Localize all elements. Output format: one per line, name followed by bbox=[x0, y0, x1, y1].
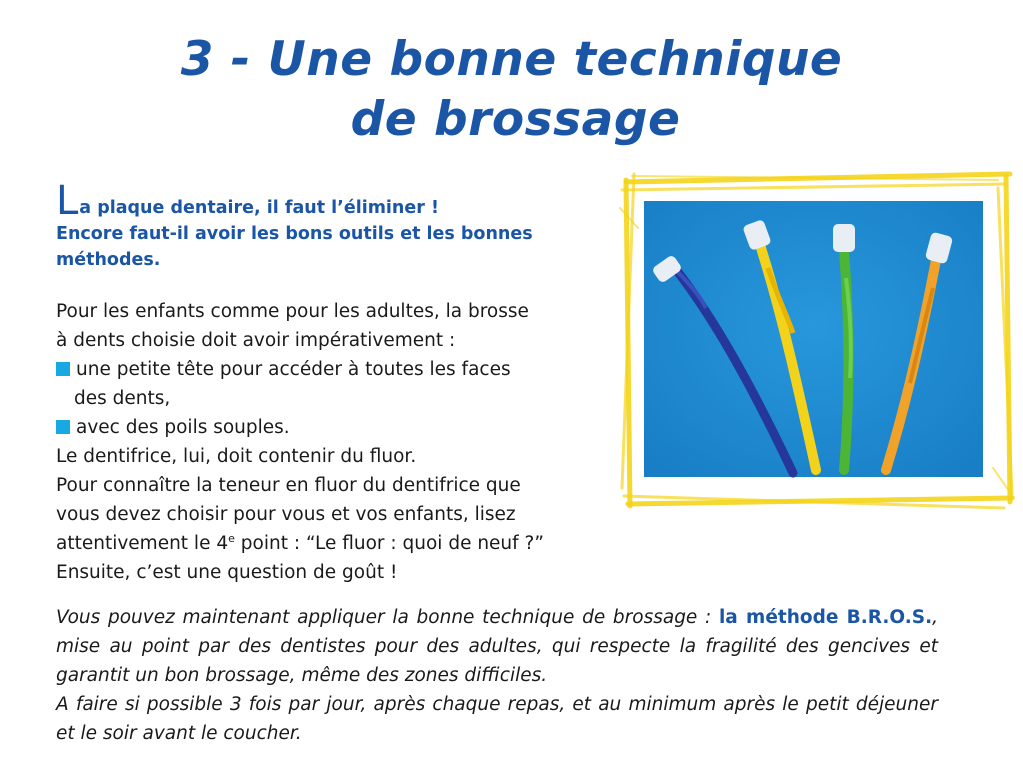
closing-paragraph bbox=[56, 603, 938, 748]
body-line-1: Pour les enfants comme pour les adultes, la brosse bbox=[56, 301, 529, 322]
body-line-6 bbox=[56, 529, 656, 558]
superscript: e bbox=[228, 531, 235, 545]
intro-line-1 bbox=[56, 178, 616, 224]
body-paragraph bbox=[56, 297, 656, 587]
square-bullet-icon bbox=[56, 420, 70, 434]
body-line-6-start: attentivement le 4 bbox=[56, 533, 229, 554]
intro-line-3: méthodes. bbox=[56, 250, 161, 270]
body-line-4: Pour connaître la teneur en fluor du dentifrice que bbox=[56, 475, 521, 496]
intro-line-1-text: a plaque dentaire, il faut l’éliminer ! bbox=[79, 198, 439, 218]
body-line-5: vous devez choisir pour vous et vos enfants, lisez bbox=[56, 504, 516, 525]
drop-cap: L bbox=[56, 178, 79, 224]
closing-text-2: , mise au point par des dentistes pour des adultes, qui respecte la fragilité des gencives et garantit un bon brossage, même des zones difficiles. bbox=[56, 607, 938, 686]
closing-text-3: A faire si possible 3 fois par jour, après chaque repas, et au minimum après le petit déjeuner et le soir avant le coucher. bbox=[56, 694, 938, 744]
bullet-1-text: une petite tête pour accéder à toutes les faces bbox=[76, 359, 511, 380]
toothbrushes-illustration bbox=[618, 168, 1015, 514]
square-bullet-icon bbox=[56, 362, 70, 376]
bullet-item-2 bbox=[56, 413, 656, 442]
bullet-2-text: avec des poils souples. bbox=[76, 417, 290, 438]
body-line-3: Le dentifrice, lui, doit contenir du fluor. bbox=[56, 446, 417, 467]
body-line-2: à dents choisie doit avoir impérativement : bbox=[56, 330, 456, 351]
toothbrushes-photo bbox=[618, 168, 1015, 514]
body-line-6-end: point : “Le fluor : quoi de neuf ?” bbox=[234, 533, 544, 554]
bullet-1-continuation: des dents, bbox=[74, 388, 171, 409]
title-line-2: de brossage bbox=[350, 92, 681, 147]
bros-method-highlight: la méthode B.R.O.S. bbox=[718, 607, 933, 628]
page-title bbox=[0, 30, 1023, 150]
closing-text-1: Vous pouvez maintenant appliquer la bonne technique de brossage : bbox=[56, 607, 719, 628]
intro-line-2: Encore faut-il avoir les bons outils et les bonnes bbox=[56, 224, 533, 244]
title-line-1: 3 - Une bonne technique bbox=[180, 32, 843, 87]
intro-paragraph bbox=[56, 178, 616, 273]
bullet-item-1 bbox=[56, 355, 656, 384]
body-line-7: Ensuite, c’est une question de goût ! bbox=[56, 562, 398, 583]
